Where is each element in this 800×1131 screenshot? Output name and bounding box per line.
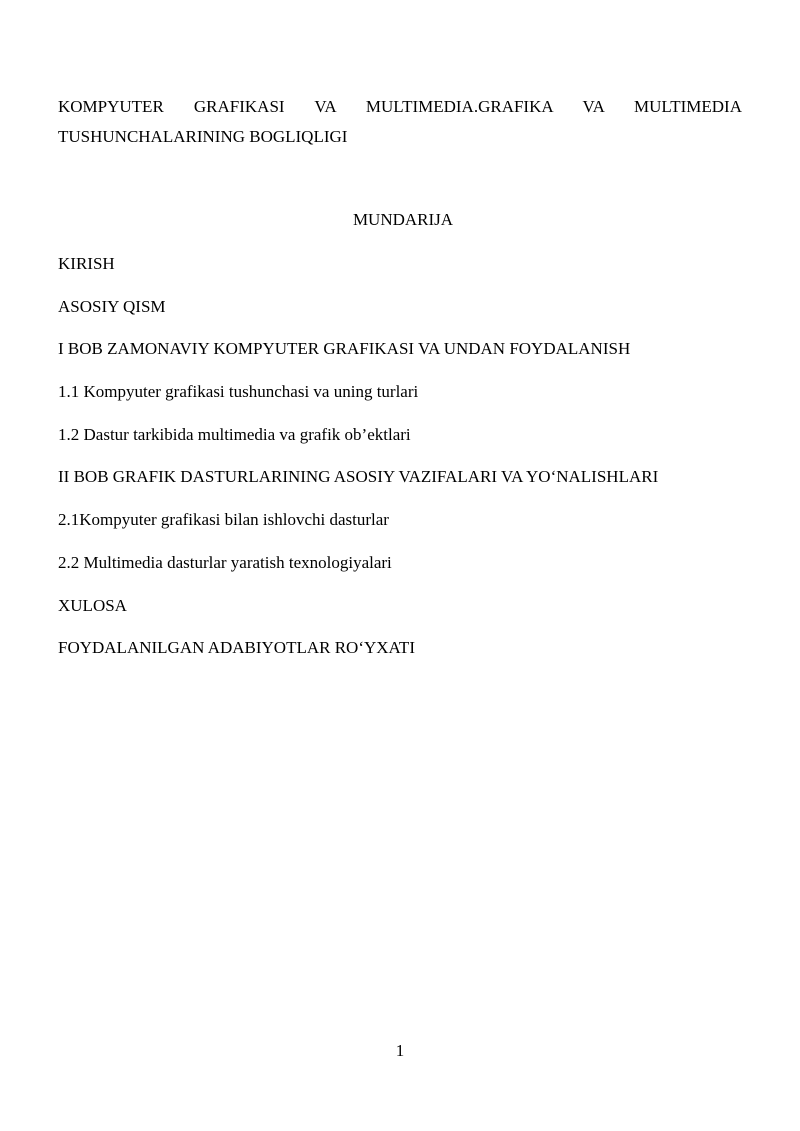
document-title (58, 92, 742, 152)
toc-item-section-1-2: 1.2 Dastur tarkibida multimedia va grafik ob’ektlari (58, 424, 411, 444)
toc-item-xulosa: XULOSA (58, 595, 127, 615)
toc-item-section-2-2: 2.2 Multimedia dasturlar yaratish texnologiyalari (58, 552, 392, 572)
toc-item-asosiy-qism: ASOSIY QISM (58, 296, 166, 316)
title-line-1: KOMPYUTER GRAFIKASI VA MULTIMEDIA.GRAFIKA VA MULTIMEDIA (58, 97, 742, 116)
toc-item-section-2-1: 2.1Kompyuter grafikasi bilan ishlovchi dasturlar (58, 510, 389, 530)
page-number: 1 (395, 1041, 405, 1060)
title-line-2: TUSHUNCHALARINING BOGLIQLIGI (58, 127, 348, 146)
toc-item-section-1-1: 1.1 Kompyuter grafikasi tushunchasi va uning turlari (58, 382, 419, 402)
toc-item-kirish: KIRISH (58, 254, 115, 273)
toc-item-chapter-1: I BOB ZAMONAVIY KOMPYUTER GRAFIKASI VA UNDAN FOYDALANISH (58, 339, 631, 359)
toc-heading: MUNDARIJA (352, 210, 454, 229)
table-of-contents (58, 253, 658, 680)
toc-item-references: FOYDALANILGAN ADABIYOTLAR RO‘YXATI (58, 638, 415, 658)
toc-item-chapter-2: II BOB GRAFIK DASTURLARINING ASOSIY VAZIFALARI VA YO‘NALISHLARI (58, 467, 659, 487)
